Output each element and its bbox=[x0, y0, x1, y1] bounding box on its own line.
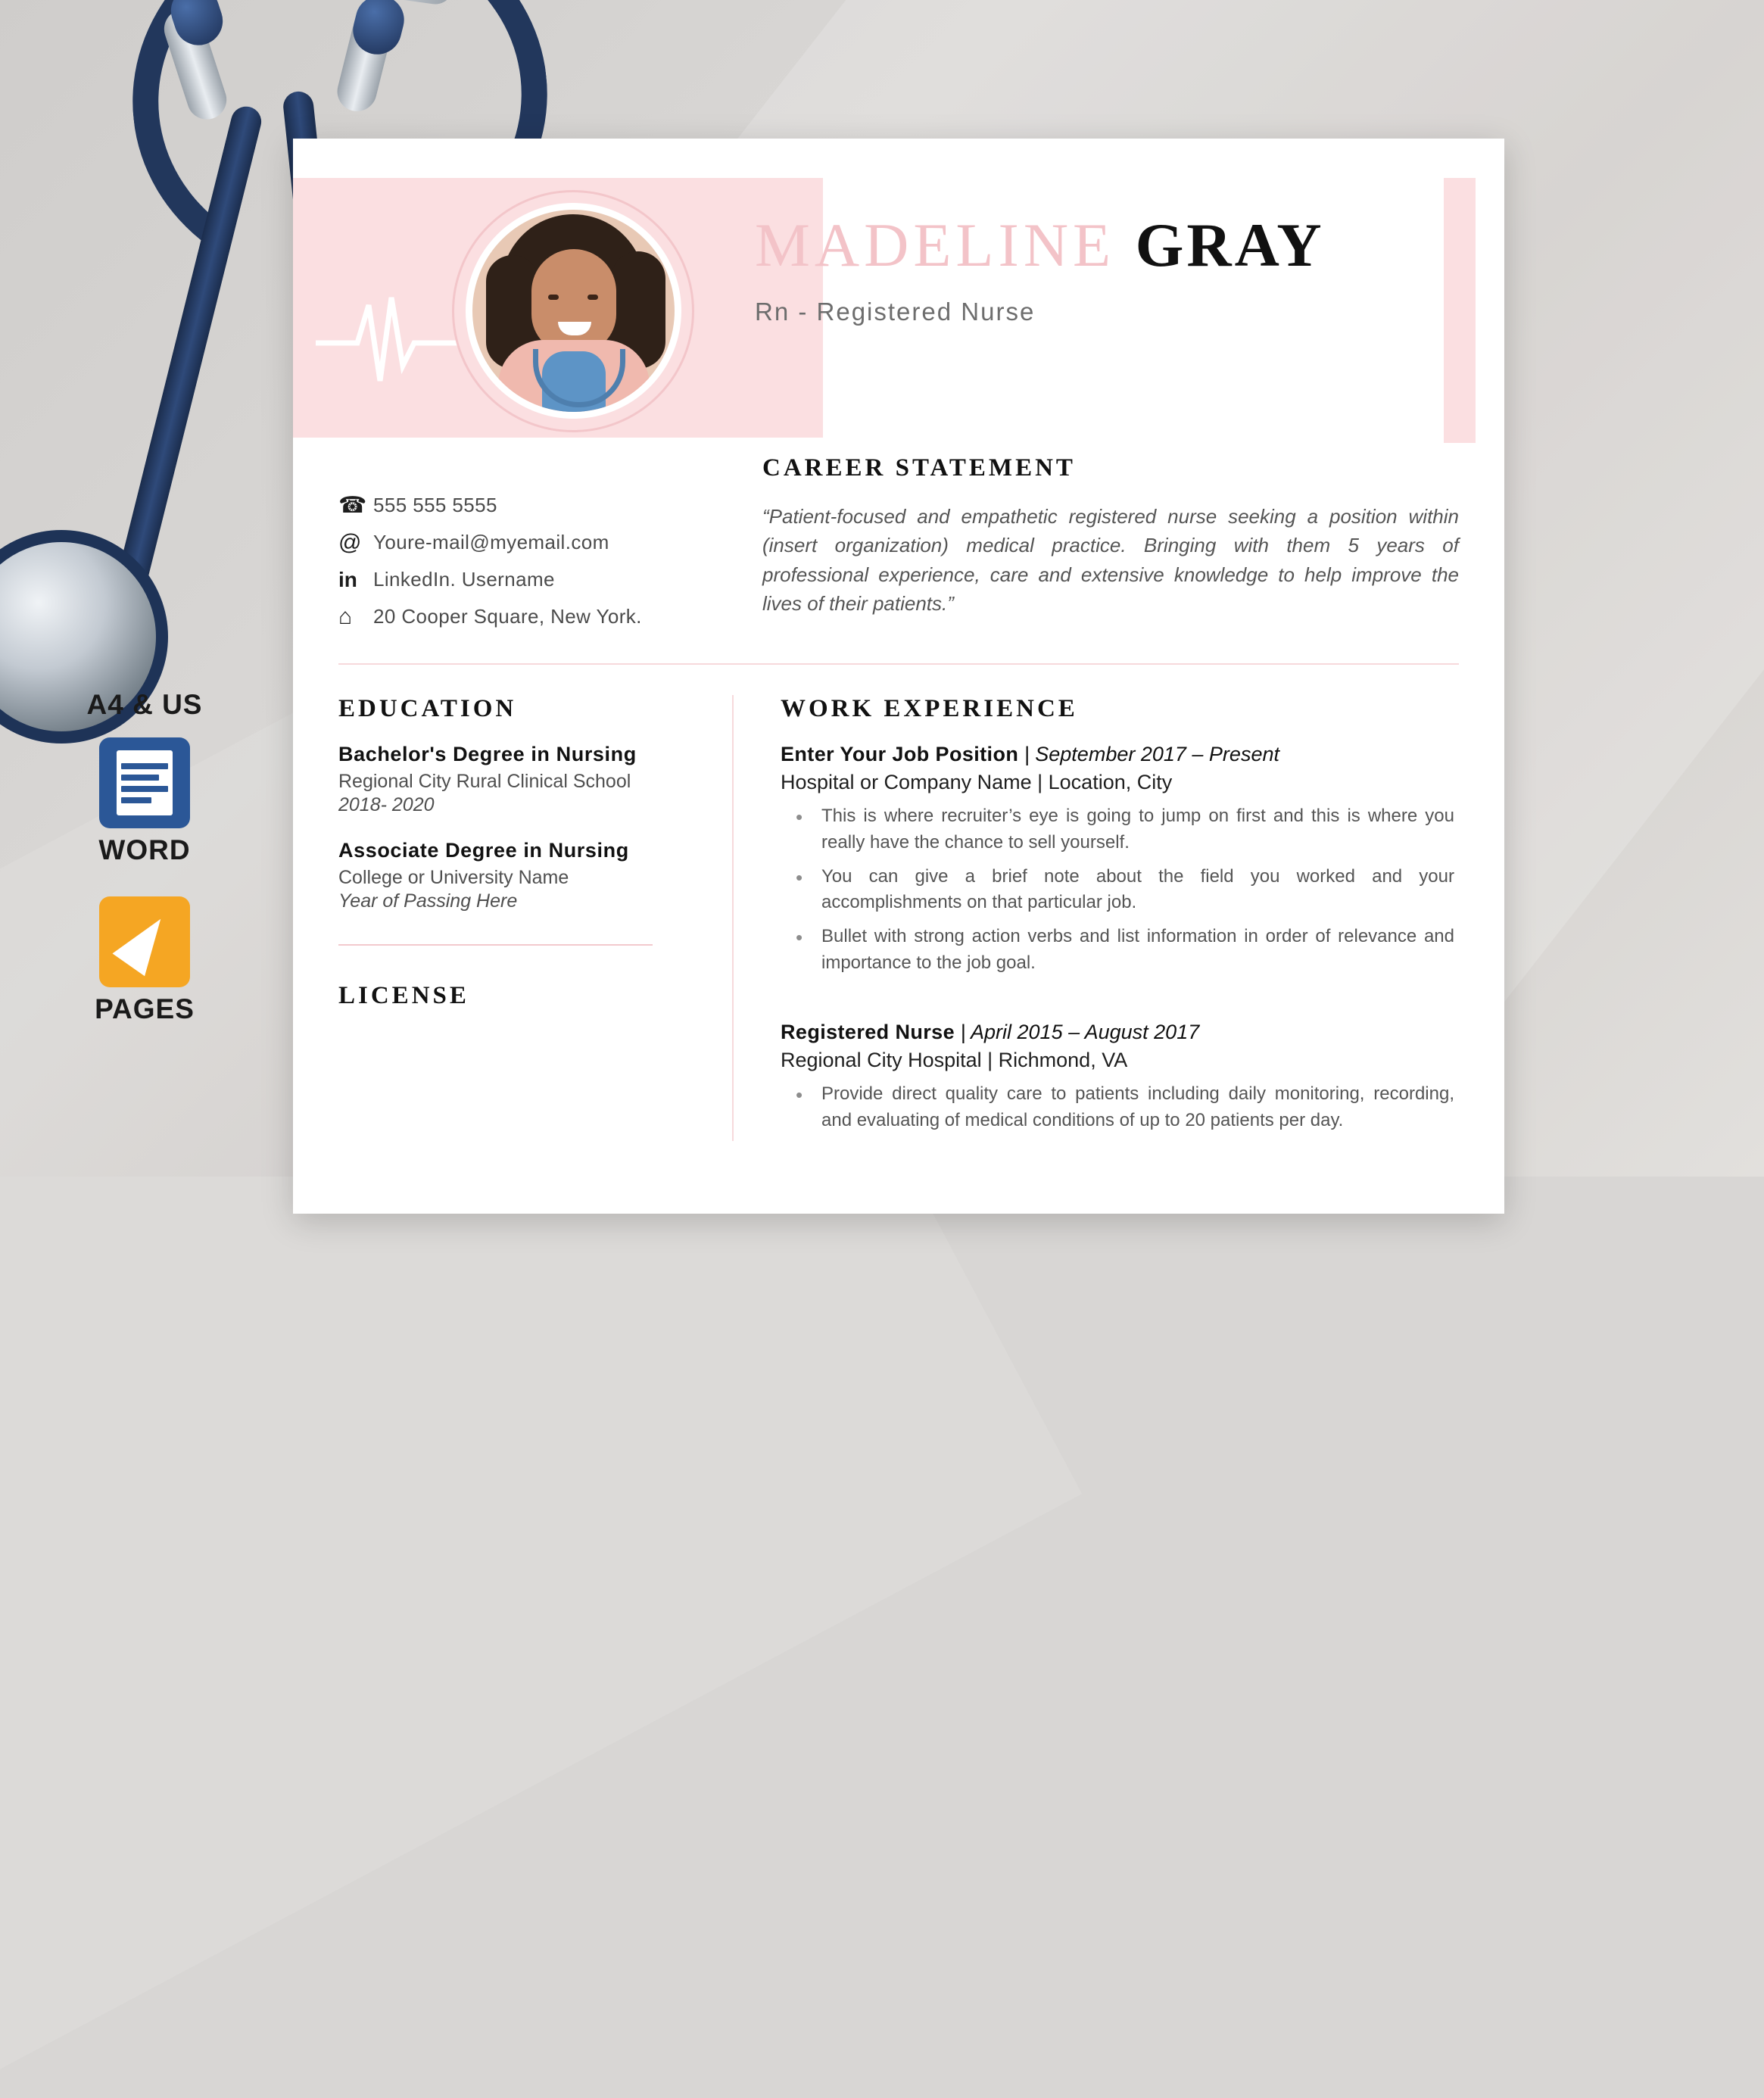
job-bullet: • Bullet with strong action verbs and list information in order of relevance and importance to the job goal. bbox=[821, 924, 1459, 977]
phone-icon: ☎ bbox=[338, 492, 367, 518]
bottom-content bbox=[293, 665, 1504, 1141]
work-experience-section bbox=[732, 695, 1459, 1141]
work-experience-title: WORK EXPERIENCE bbox=[781, 695, 1078, 722]
license-title: LICENSE bbox=[338, 982, 469, 1009]
education-school: College or University Name bbox=[338, 867, 569, 888]
work-entry bbox=[781, 743, 1459, 977]
job-heading bbox=[781, 1021, 1459, 1044]
full-name bbox=[755, 210, 1325, 279]
resume-header bbox=[293, 139, 1504, 438]
job-bullet: • This is where recruiter’s eye is going to jump on first and this is where you really have the chance to sell yourself. bbox=[821, 803, 1459, 856]
job-organization: Hospital or Company Name | Location, City bbox=[781, 771, 1173, 793]
linkedin-icon: in bbox=[338, 567, 357, 591]
name-block bbox=[755, 210, 1325, 326]
career-statement-section bbox=[732, 454, 1459, 642]
career-statement-text: “Patient-focused and empathetic registered nurse seeking a position within (insert organization) medical practice. Bringing with them 5 years of professional experience, care and extensive knowledge to help improve the lives of their patients.” bbox=[762, 505, 1459, 616]
phone-text: 555 555 5555 bbox=[373, 494, 497, 516]
address-text: 20 Cooper Square, New York. bbox=[373, 605, 642, 628]
email-icon: @ bbox=[338, 529, 362, 555]
formats-label: A4 & US bbox=[86, 689, 203, 720]
education-title: EDUCATION bbox=[338, 695, 517, 722]
word-label: WORD bbox=[98, 834, 191, 865]
email-text: Youre-mail@myemail.com bbox=[373, 531, 609, 553]
format-badges bbox=[73, 689, 217, 1055]
word-icon bbox=[99, 737, 190, 828]
contact-email bbox=[338, 531, 732, 554]
job-dates: | September 2017 – Present bbox=[1024, 743, 1279, 765]
work-entry bbox=[781, 1021, 1459, 1134]
linkedin-text: LinkedIn. Username bbox=[373, 568, 555, 591]
job-position: Registered Nurse bbox=[781, 1020, 955, 1043]
education-entry bbox=[338, 839, 709, 912]
education-entry bbox=[338, 743, 709, 816]
job-dates: | April 2015 – August 2017 bbox=[960, 1020, 1200, 1043]
education-divider bbox=[338, 944, 653, 946]
job-bullet: • You can give a brief note about the field you worked and your accomplishments on that particular job. bbox=[821, 864, 1459, 917]
pen-glyph bbox=[112, 908, 176, 976]
career-statement-title: CAREER STATEMENT bbox=[762, 454, 1076, 482]
job-bullet: • Provide direct quality care to patients including daily monitoring, recording, and evaluating of medical conditions of up to 20 patients per day. bbox=[821, 1081, 1459, 1134]
header-pink-accent-right bbox=[1444, 178, 1476, 443]
job-title: Rn - Registered Nurse bbox=[755, 298, 1036, 326]
pages-icon bbox=[99, 896, 190, 987]
avatar bbox=[466, 203, 681, 419]
last-name: GRAY bbox=[1135, 210, 1325, 279]
job-organization: Regional City Hospital | Richmond, VA bbox=[781, 1048, 1128, 1071]
work-entry-gap bbox=[781, 984, 1459, 1021]
job-bullets bbox=[793, 1081, 1459, 1134]
resume-page bbox=[293, 139, 1504, 1214]
pages-label: PAGES bbox=[95, 993, 195, 1024]
word-document-glyph bbox=[117, 750, 173, 815]
job-heading bbox=[781, 743, 1459, 766]
contact-linkedin bbox=[338, 568, 732, 591]
job-bullets bbox=[793, 803, 1459, 977]
contact-address bbox=[338, 605, 732, 628]
education-section bbox=[338, 695, 732, 1141]
education-degree: Associate Degree in Nursing bbox=[338, 839, 629, 862]
home-icon: ⌂ bbox=[338, 603, 353, 629]
education-school: Regional City Rural Clinical School bbox=[338, 771, 631, 792]
education-years: Year of Passing Here bbox=[338, 890, 518, 912]
education-years: 2018- 2020 bbox=[338, 794, 435, 815]
contact-phone bbox=[338, 494, 732, 517]
education-degree: Bachelor's Degree in Nursing bbox=[338, 743, 637, 765]
contact-list bbox=[338, 454, 732, 642]
top-content bbox=[293, 438, 1504, 642]
job-position: Enter Your Job Position bbox=[781, 743, 1019, 765]
first-name: MADELINE bbox=[755, 210, 1116, 279]
